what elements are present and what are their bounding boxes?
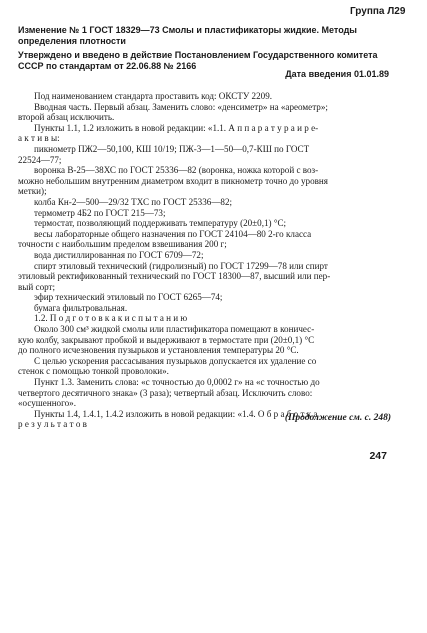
body-line: можно небольшим внутренним диаметром входит в пикнометр точно до уровня [18, 175, 328, 186]
body-line: термостат, позволяющий поддерживать температуру (20±0,1) °С; [34, 218, 287, 229]
amendment-title-line-2: определения плотности [18, 36, 126, 46]
body-line: весы лабораторные общего назначения по ГОСТ 24104—80 2-го класса [34, 228, 312, 239]
body-line: второй абзац исключить. [18, 112, 115, 123]
body-line: Вводная часть. Первый абзац. Заменить слово: «денсиметр» на «ареометр»; [34, 101, 328, 112]
body-line: «осушенного». [18, 398, 76, 409]
body-line: 1.2. П о д г о т о в к а к и с п ы т а н и ю [34, 313, 188, 324]
body-line: вый сорт; [18, 281, 56, 292]
body-line: Пункты 1.4, 1.4.1, 1.4.2 изложить в новой редакции: «1.4. О б р а б о т к а [34, 408, 318, 419]
approval-line-1: Утверждено и введено в действие Постановлением Государственного комитета [18, 50, 378, 60]
body-line: 22524—77; [18, 154, 62, 165]
body-line: этиловый ректификованный технический по ГОСТ 18300—87, высший или пер- [18, 271, 331, 282]
body-line: до полного исчезновения пузырьков и установления температуры 20 °С. [18, 345, 299, 356]
body-line: точности с наибольшим пределом взвешивания 200 г; [18, 239, 227, 250]
body-line: а к т и в ы: [18, 133, 60, 144]
document-body [18, 91, 396, 430]
continuation-note: (Продолжение см. с. 248) [284, 413, 391, 423]
body-line: пикнометр ПЖ2—50,100, КШ 10/19; ПЖ-3—1—50—0,7-КШ по ГОСТ [34, 143, 310, 154]
body-line: термометр 4Б2 по ГОСТ 215—73; [34, 207, 166, 218]
body-line: вода дистиллированная по ГОСТ 6709—72; [34, 249, 204, 260]
body-line: четвертого десятичного знака» (3 раза); четвертый абзац. Исключить слово: [18, 387, 313, 398]
body-line: С целью ускорения рассасывания пузырьков допускается их удаление со [34, 355, 317, 366]
body-line: бумага фильтровальная. [34, 302, 128, 313]
body-line: эфир технический этиловый по ГОСТ 6265—74; [34, 292, 223, 303]
body-line: Пункт 1.3. Заменить слова: «с точностью до 0,0002 г» на «с точностью до [34, 377, 320, 388]
body-line: Пункты 1.1, 1.2 изложить в новой редакции: «1.1. А п п а р а т у р а и р е- [34, 122, 319, 133]
approval-line-2: СССР по стандартам от 22.06.88 № 2166 [18, 61, 197, 71]
amendment-title-line-1: Изменение № 1 ГОСТ 18329—73 Смолы и пластификаторы жидкие. Методы [18, 25, 357, 35]
body-line: метки); [18, 186, 47, 197]
body-line: спирт этиловый технический (гидролизный) по ГОСТ 17299—78 или спирт [34, 260, 328, 271]
body-line: колба Кн-2—500—29/32 ТХС по ГОСТ 25336—82; [34, 196, 233, 207]
body-line: р е з у л ь т а т о в [18, 419, 87, 430]
body-line: стенок с помощью тонкой проволоки». [18, 366, 169, 377]
group-label: Группа Л29 [350, 6, 406, 17]
body-line: Под наименованием стандарта проставить код: ОКСТУ 2209. [34, 91, 273, 101]
effective-date: Дата введения 01.01.89 [285, 69, 389, 79]
body-line: воронка В-25—38ХС по ГОСТ 25336—82 (воронка, ножка которой с воз- [34, 165, 319, 176]
body-line: Около 300 см³ жидкой смолы или пластификатора помещают в коничес- [34, 324, 315, 335]
page-number: 247 [369, 450, 387, 462]
body-line: кую колбу, закрывают пробкой и выдерживают в термостате при (20±0,1) °С [18, 334, 315, 345]
